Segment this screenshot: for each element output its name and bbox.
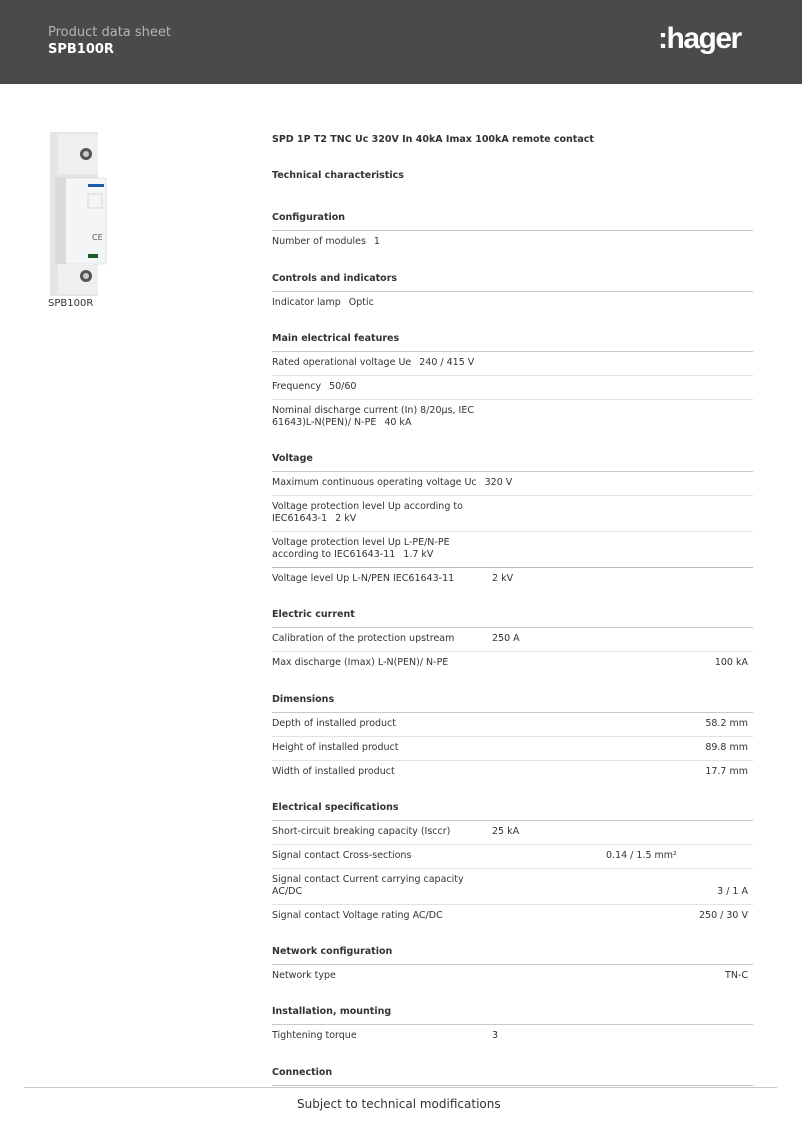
spec-label: Frequency (272, 381, 322, 392)
spec-value: 2 kV (492, 573, 514, 584)
section-title: Electric current (272, 609, 753, 628)
section-title: Electrical specifications (272, 802, 753, 821)
section-installation (272, 1006, 753, 1048)
section-voltage (272, 453, 753, 591)
section-title: Installation, mounting (272, 1006, 753, 1025)
page-header (0, 0, 802, 84)
spec-value: 0.14 / 1.5 mm² (606, 850, 677, 861)
spec-row (272, 713, 753, 737)
section-main-electrical (272, 333, 753, 435)
spec-label: Tightening torque (272, 1030, 357, 1041)
spec-value: 250 A (492, 633, 520, 644)
section-network-configuration (272, 946, 753, 988)
product-code: SPB100R (48, 42, 114, 57)
footer-note: Subject to technical modifications (297, 1097, 501, 1111)
spec-value: 320 V (484, 477, 513, 488)
spec-label: Indicator lamp (272, 297, 341, 308)
spec-row (272, 737, 753, 761)
footer-divider (24, 1087, 777, 1088)
spec-row (272, 352, 753, 376)
spec-label: Signal contact Voltage rating AC/DC (272, 910, 443, 921)
product-image (48, 132, 114, 296)
spec-label: Signal contact Cross-sections (272, 850, 412, 861)
spec-value: 1 (373, 236, 380, 247)
section-title: Controls and indicators (272, 273, 753, 292)
spec-row (272, 231, 753, 254)
spec-value: 58.2 mm (705, 718, 748, 729)
spec-label: Depth of installed product (272, 718, 397, 729)
spec-label: IEC61643-1 (272, 513, 328, 524)
section-configuration (272, 212, 753, 254)
spec-label: Maximum continuous operating voltage Uc (272, 477, 477, 488)
spec-label: Calibration of the protection upstream (272, 633, 455, 644)
spec-value: 50/60 (329, 381, 357, 392)
document-type: Product data sheet (48, 25, 172, 40)
spec-row (272, 472, 753, 496)
spec-row (272, 845, 753, 869)
spec-value: TN-C (725, 970, 748, 981)
hager-logo: :hager (658, 22, 741, 55)
spec-label: Nominal discharge current (In) 8/20µs, IEC (272, 405, 474, 416)
spec-row (272, 652, 753, 675)
spec-label: AC/DC (272, 886, 303, 897)
spec-value: 89.8 mm (705, 742, 748, 753)
section-title: Connection (272, 1067, 753, 1086)
spec-row (272, 965, 753, 988)
spec-row (272, 292, 753, 315)
spec-row (272, 568, 753, 591)
spec-label: Max discharge (Imax) L-N(PEN)/ N-PE (272, 657, 449, 668)
spec-label: Number of modules (272, 236, 366, 247)
spec-row (272, 628, 753, 652)
section-title: Voltage (272, 453, 753, 472)
svg-text:CE: CE (92, 233, 103, 242)
spec-value: 240 / 415 V (419, 357, 475, 368)
spec-label: Signal contact Current carrying capacity (272, 874, 464, 885)
section-electric-current (272, 609, 753, 675)
section-connection (272, 1067, 753, 1086)
spec-value: 25 kA (492, 826, 520, 837)
spec-value: 3 / 1 A (717, 886, 748, 897)
spec-value: 100 kA (714, 657, 748, 668)
spec-row (272, 869, 753, 905)
spec-label: Network type (272, 970, 336, 981)
spec-row (272, 496, 753, 532)
spec-value: 40 kA (384, 417, 412, 428)
section-dimensions (272, 694, 753, 784)
spec-label: Width of installed product (272, 766, 395, 777)
product-title: SPD 1P T2 TNC Uc 320V In 40kA Imax 100kA remote contact (272, 134, 594, 145)
spec-value: 250 / 30 V (699, 910, 748, 921)
spec-label: Voltage protection level Up according to (272, 501, 463, 512)
technical-characteristics-heading: Technical characteristics (272, 170, 404, 181)
product-reference: SPB100R (48, 298, 94, 309)
section-title: Main electrical features (272, 333, 753, 352)
spec-row (272, 376, 753, 400)
spec-label: Height of installed product (272, 742, 399, 753)
spec-label: Short-circuit breaking capacity (Isccr) (272, 826, 451, 837)
spec-row (272, 532, 753, 568)
section-controls (272, 273, 753, 315)
section-title: Dimensions (272, 694, 753, 713)
spec-row (272, 761, 753, 784)
spec-value: 3 (492, 1030, 499, 1041)
spec-value: 2 kV (335, 513, 357, 524)
spec-row (272, 821, 753, 845)
spec-row (272, 1025, 753, 1048)
spec-value: Optic (348, 297, 374, 308)
section-title: Network configuration (272, 946, 753, 965)
spec-label: Voltage protection level Up L-PE/N-PE (272, 537, 450, 548)
spec-value: 1.7 kV (403, 549, 434, 560)
spec-label: according to IEC61643-11 (272, 549, 396, 560)
section-electrical-specifications (272, 802, 753, 928)
spec-label: 61643)L-N(PEN)/ N-PE (272, 417, 377, 428)
spec-label: Rated operational voltage Ue (272, 357, 412, 368)
section-title: Configuration (272, 212, 753, 231)
spec-row (272, 905, 753, 928)
spec-label: Voltage level Up L-N/PEN IEC61643-11 (272, 573, 455, 584)
spec-row (272, 400, 753, 435)
spec-value: 17.7 mm (705, 766, 748, 777)
